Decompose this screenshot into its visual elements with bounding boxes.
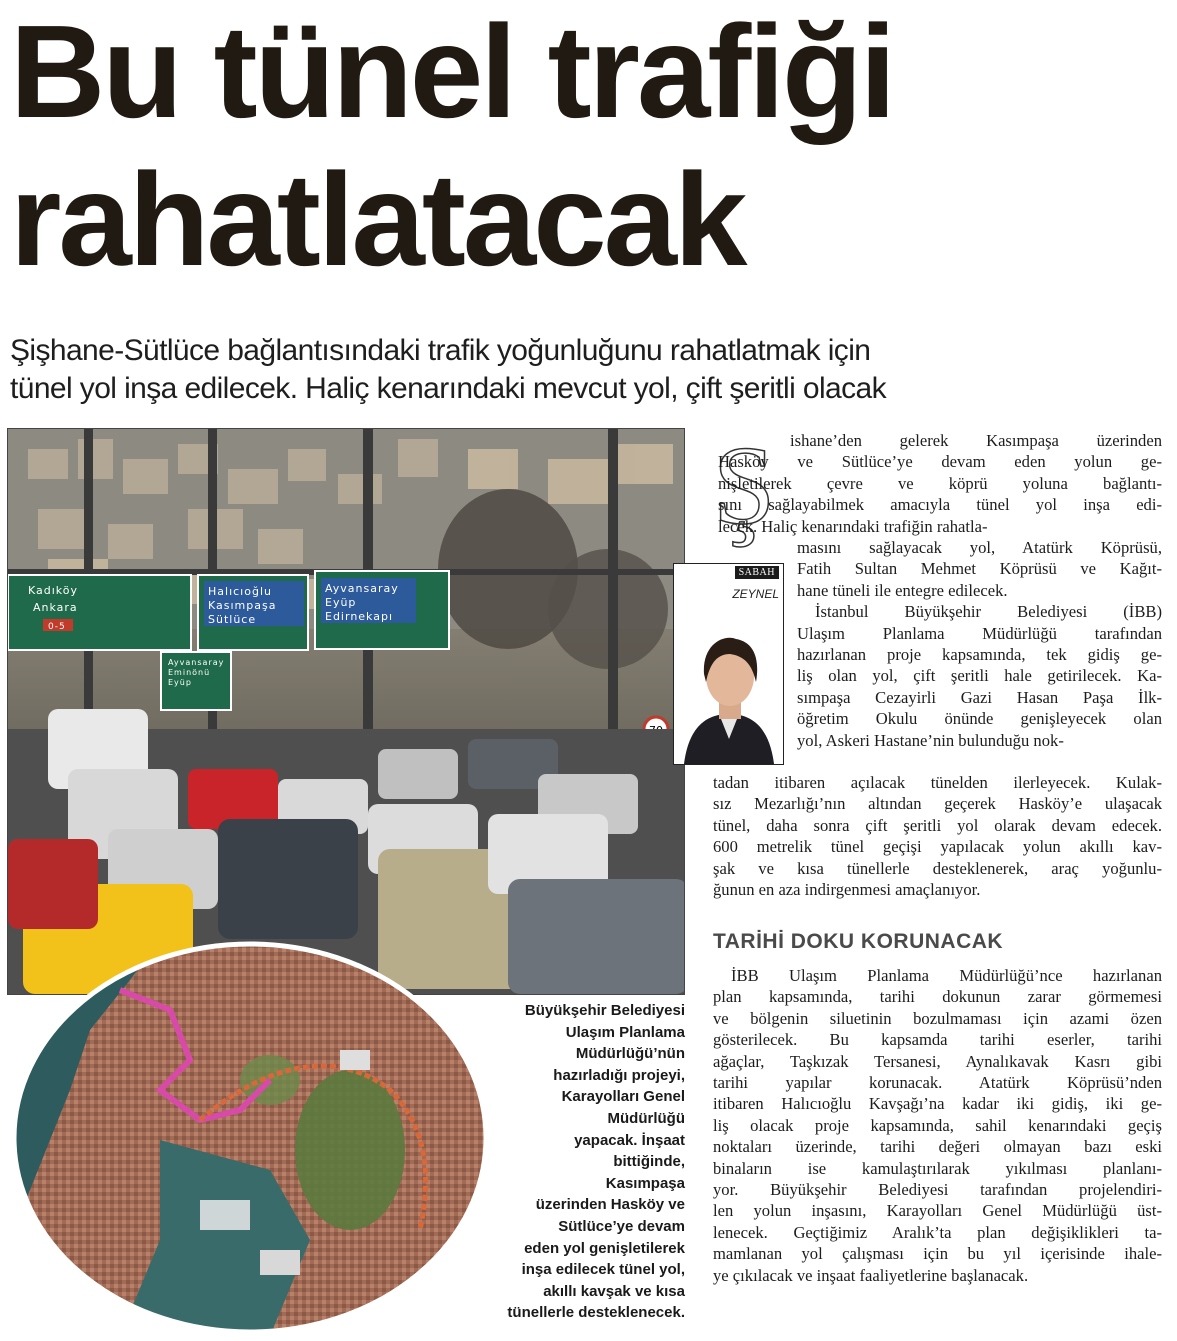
caption-line: Karayolları Genel xyxy=(561,1088,685,1106)
body-line: Ulaşım Planlama Müdürlüğü tarafından xyxy=(797,623,1162,643)
sign-3-line-2: Eyüp xyxy=(325,596,357,609)
body-line: ğunun en aza indirgenmesi amaçlanıyor. xyxy=(713,880,981,900)
body-line: yor. Büyükşehir Belediyesi tarafından projelendiri- xyxy=(713,1180,1162,1200)
body-line: İstanbul Büyükşehir Belediyesi (İBB) xyxy=(815,602,1162,622)
body-line: plan kapsamında, tarihi dokunun zarar görmemesi xyxy=(713,987,1162,1007)
author-portrait xyxy=(674,604,783,764)
body-line: Fatih Sultan Mehmet Köprüsü ve Kağıt- xyxy=(797,559,1162,579)
caption-line: üzerinden Hasköy ve xyxy=(535,1196,685,1214)
article-body-wide xyxy=(713,772,1162,900)
body-line: itibaren Halıcıoğlu Kavşağı’na kadar iki gidiş, iki ge- xyxy=(713,1094,1162,1114)
sign-2-line-2: Kasımpaşa xyxy=(208,599,277,612)
satellite-map xyxy=(10,940,490,1336)
caption-line: Ulaşım Planlama xyxy=(565,1023,685,1041)
body-line: Hasköy ve Sütlüce’ye devam eden yolun ge- xyxy=(718,452,1162,472)
caption-line: tünellerle desteklenecek. xyxy=(507,1304,685,1322)
body-line: sını sağlayabilmek amacıyla tünel yol inşa edi- xyxy=(718,495,1162,515)
sign-2-line-3: Sütlüce xyxy=(208,613,257,626)
caption-line: Müdürlüğü’nün xyxy=(575,1045,685,1063)
traffic-photo xyxy=(7,428,685,995)
body-line: tünel, daha sonra çift şeritli yol olarak devam edecek. xyxy=(713,815,1162,835)
body-line: liş olacak proje kapsamında, sahil kenarındaki geçiş xyxy=(713,1115,1162,1135)
sign-4-line-2: Eminönü xyxy=(168,668,211,677)
sign-3-line-3: Edirnekapı xyxy=(325,610,394,623)
body-line: len yolun inşasını, Karayolları Genel Müdürlüğü üst- xyxy=(713,1201,1162,1221)
sign-2-line-1: Halıcıoğlu xyxy=(208,585,272,598)
body-line: sız Mezarlığı’nın altından geçerek Hasköy’e ulaşacak xyxy=(713,794,1162,814)
body-line: lenecek. Geçtiğimiz Aralık’ta plan değişiklikleri ta- xyxy=(713,1222,1162,1242)
author-first-name: ZEYNEL xyxy=(732,587,779,601)
body-line: İBB Ulaşım Planlama Müdürlüğü’nce hazırlanan xyxy=(731,966,1162,985)
body-line: ve bölgenin siluetinin bozulmaması için azami özen xyxy=(713,1008,1162,1028)
traffic-scene xyxy=(8,429,684,994)
body-line: ye çıkılacak ve inşaat faaliyetlerine başlanacak. xyxy=(713,1265,1029,1285)
article-body-narrow xyxy=(797,537,1162,751)
headline-line-2: rahatlatacak xyxy=(10,146,745,293)
subheadline xyxy=(10,332,1170,408)
caption-line: hazırladığı projeyi, xyxy=(553,1066,685,1084)
body-line: ishane’den gelerek Kasımpaşa üzerinden xyxy=(790,431,1162,450)
sign-1-line-1: Kadıköy xyxy=(28,584,79,597)
caption-line: bittiğinde, xyxy=(613,1153,685,1171)
body-line: nişletilerek çevre ve köprü yoluna bağlantı- xyxy=(718,473,1162,493)
caption-line: Büyükşehir Belediyesi xyxy=(524,1002,685,1019)
publication-badge: SABAH xyxy=(735,566,779,579)
body-line: yol, Askeri Hastane’nin bulunduğu nok- xyxy=(797,730,1064,750)
author-box xyxy=(673,563,784,765)
caption-line: eden yol genişletilerek xyxy=(524,1239,685,1257)
body-line: hane tüneli ile entegre edilecek. xyxy=(797,580,1008,600)
sign-1-line-3: 0-5 xyxy=(48,622,66,632)
body-line: sımpaşa Cezayirli Gazi Hasan Paşa İlk- xyxy=(797,687,1162,707)
body-line: liş olan yol, çift şeritli hale getirilecek. Ka- xyxy=(797,666,1162,686)
body-line: ağaçlar, Taşkızak Tersanesi, Aynalıkavak Kasrı gibi xyxy=(713,1051,1162,1071)
body-line: tadan itibaren açılacak tünelden ilerleyecek. Kulak- xyxy=(713,773,1162,792)
body-line: masını sağlayacak yol, Atatürk Köprüsü, xyxy=(797,538,1162,557)
sign-4-line-3: Eyüp xyxy=(168,678,192,687)
caption-line: Sütlüce’ye devam xyxy=(558,1217,685,1235)
headline xyxy=(10,0,1170,292)
body-line: noktaları üzerinde, tarihi değeri olmayan bazı eski xyxy=(713,1137,1162,1157)
section-subtitle: TARİHİ DOKU KORUNACAK xyxy=(713,930,1004,953)
body-line: 600 metrelik tünel geçişi yapılacak yolun akıllı kav- xyxy=(713,837,1162,857)
drop-cap: Ş xyxy=(713,424,776,548)
body-line: öğretim Okulu önünde genişleyecek olan xyxy=(797,709,1162,729)
sign-3-line-1: Ayvansaray xyxy=(325,582,399,595)
article-body-top xyxy=(718,430,1162,537)
subhead-line-2: tünel yol inşa edilecek. Haliç kenarındaki mevcut yol, çift şeritli olacak xyxy=(10,372,887,405)
subhead-line-1: Şişhane-Sütlüce bağlantısındaki trafik yoğunluğunu rahatlatmak için xyxy=(10,334,871,367)
body-line: lecek. Haliç kenarındaki trafiğin rahatla- xyxy=(718,516,988,536)
caption-line: akıllı kavşak ve kısa xyxy=(543,1282,685,1300)
caption-line: Kasımpaşa xyxy=(605,1174,685,1192)
caption-line: inşa edilecek tünel yol, xyxy=(521,1261,685,1279)
body-line: tarihi yapılar korunacak. Atatürk Köprüsü’nden xyxy=(713,1073,1162,1093)
body-line: binaların ise kamulaştırılarak yıkılması planlanı- xyxy=(713,1158,1162,1178)
sign-4-line-1: Ayvansaray xyxy=(168,658,225,667)
body-line: gösterilecek. Bu kapsamda tarihi eserler, tarihi xyxy=(713,1030,1162,1050)
body-line: şak ve kısa tünellerle desteklenerek, araç yoğunlu- xyxy=(713,858,1162,878)
headline-line-1: Bu tünel trafiği xyxy=(10,0,894,145)
body-line: hazırlanan proje kapsamında, tek gidiş ge- xyxy=(797,645,1162,665)
map-caption xyxy=(455,1000,685,1324)
body-line: mamlanan yol çalışması için bu yıl içerisinde ihale- xyxy=(713,1244,1162,1264)
satellite-map-image xyxy=(10,940,490,1336)
article-body-bottom xyxy=(713,965,1162,1286)
caption-line: yapacak. İnşaat xyxy=(574,1131,685,1149)
sign-1-line-2: Ankara xyxy=(33,601,78,614)
caption-line: Müdürlüğü xyxy=(607,1109,685,1127)
